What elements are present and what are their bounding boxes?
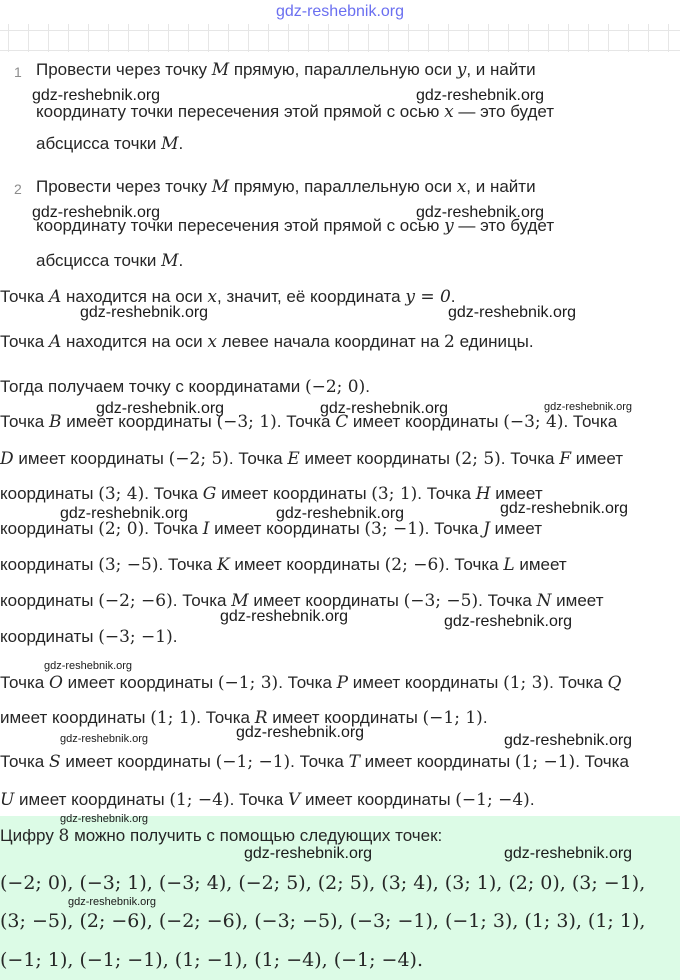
step-number: 2: [14, 181, 22, 197]
watermark: gdz-reshebnik.org: [44, 660, 133, 672]
points-line: координаты (−3; −1).: [0, 627, 178, 647]
watermark: gdz-reshebnik.org: [416, 87, 545, 104]
watermark: gdz-reshebnik.org: [244, 845, 373, 862]
watermark: gdz-reshebnik.org: [448, 304, 577, 321]
watermark: gdz-reshebnik.org: [416, 204, 545, 221]
points-line: координаты (−2; −6). Точка M имеет координаты (−3; −5). Точка N имеет: [0, 591, 604, 611]
watermark: gdz-reshebnik.org: [60, 733, 149, 745]
watermark: gdz-reshebnik.org: [80, 304, 209, 321]
site-header[interactable]: gdz-reshebnik.org: [275, 3, 405, 20]
points-line: D имеет координаты (−2; 5). Точка E имеет координаты (2; 5). Точка F имеет: [0, 449, 624, 469]
watermark: gdz-reshebnik.org: [32, 87, 161, 104]
watermark: gdz-reshebnik.org: [444, 613, 573, 630]
paragraph-point-a-left: Точка A находится на оси x левее начала координат на 2 единицы.: [0, 332, 534, 352]
watermark: gdz-reshebnik.org: [236, 724, 365, 741]
coordinate-list-line: (−1; 1), (−1; −1), (1; −1), (1; −4), (−1; −4).: [0, 949, 424, 971]
step-line: абсцисса точки M.: [36, 134, 184, 154]
step-line: координату точки пересечения этой прямой с осью y — это будет: [36, 216, 555, 236]
step-line: абсцисса точки M.: [36, 251, 184, 271]
watermark: gdz-reshebnik.org: [60, 813, 149, 825]
step-number: 1: [14, 64, 22, 80]
conclusion-title: Цифру 8 можно получить с помощью следующих точек:: [0, 826, 443, 846]
watermark: gdz-reshebnik.org: [504, 732, 633, 749]
watermark: gdz-reshebnik.org: [320, 400, 449, 417]
points-line: U имеет координаты (1; −4). Точка V имеет координаты (−1; −4).: [0, 790, 535, 810]
points-line: Точка O имеет координаты (−1; 3). Точка P имеет координаты (1; 3). Точка Q: [0, 673, 622, 693]
coordinate-list-line: (−2; 0), (−3; 1), (−3; 4), (−2; 5), (2; 5), (3; 4), (3; 1), (2; 0), (3; −1),: [0, 872, 646, 894]
watermark: gdz-reshebnik.org: [544, 401, 633, 413]
watermark: gdz-reshebnik.org: [276, 505, 405, 522]
paragraph-point-a-axis: Точка A находится на оси x, значит, её координата y = 0.: [0, 287, 456, 307]
points-line: Точка S имеет координаты (−1; −1). Точка T имеет координаты (1; −1). Точка: [0, 752, 629, 772]
watermark: gdz-reshebnik.org: [500, 500, 629, 517]
watermark: gdz-reshebnik.org: [60, 505, 189, 522]
points-line: имеет координаты (1; 1). Точка R имеет координаты (−1; 1).: [0, 708, 488, 728]
watermark: gdz-reshebnik.org: [96, 400, 225, 417]
step-line: Провести через точку M прямую, параллельную оси y, и найти: [36, 60, 536, 80]
points-line: координаты (3; 4). Точка G имеет координаты (3; 1). Точка H имеет: [0, 484, 543, 504]
points-line: координаты (3; −5). Точка K имеет координаты (2; −6). Точка L имеет: [0, 555, 567, 575]
watermark: gdz-reshebnik.org: [68, 896, 157, 908]
step-line: Провести через точку M прямую, параллельную оси x, и найти: [36, 177, 536, 197]
points-line: координаты (2; 0). Точка I имеет координаты (3; −1). Точка J имеет: [0, 519, 542, 539]
paragraph-point-a-coords: Тогда получаем точку с координатами (−2; 0).: [0, 377, 370, 397]
watermark: gdz-reshebnik.org: [220, 608, 349, 625]
points-line: Точка B имеет координаты (−3; 1). Точка C имеет координаты (−3; 4). Точка: [0, 412, 618, 432]
watermark: gdz-reshebnik.org: [504, 845, 633, 862]
step-line: координату точки пересечения этой прямой с осью x — это будет: [36, 102, 555, 122]
coordinate-list-line: (3; −5), (2; −6), (−2; −6), (−3; −5), (−3; −1), (−1; 3), (1; 3), (1; 1),: [0, 910, 646, 932]
watermark: gdz-reshebnik.org: [32, 204, 161, 221]
grid-paper-strip: [0, 24, 680, 52]
